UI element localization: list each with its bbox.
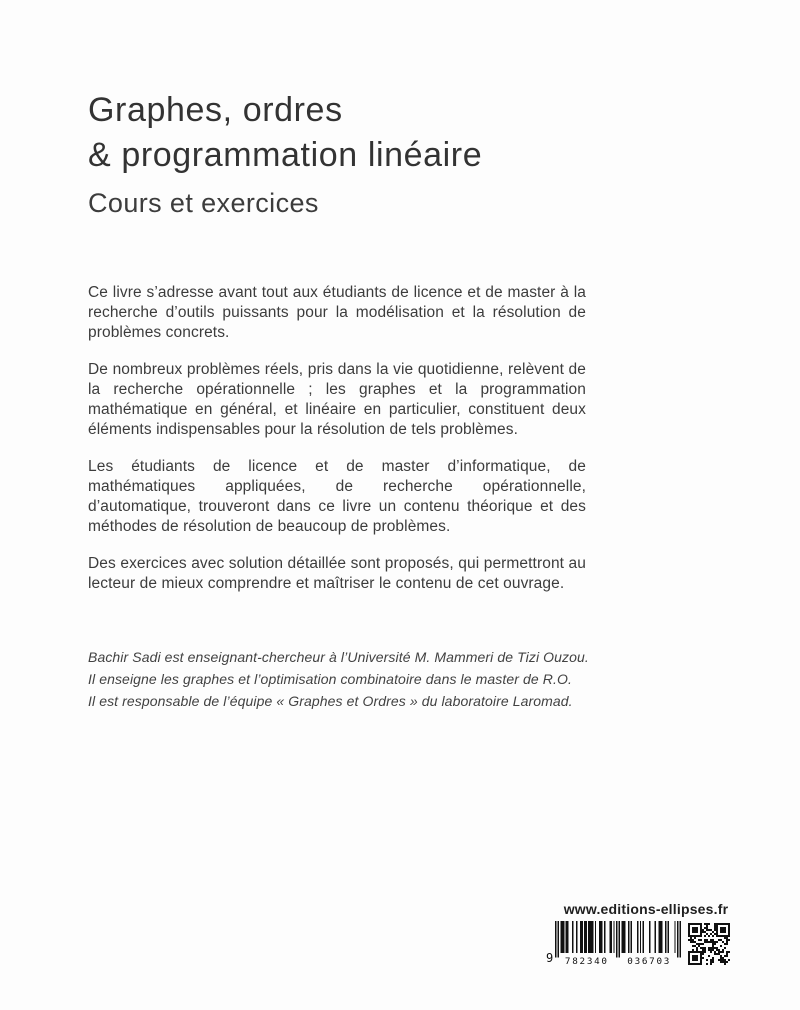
- book-subtitle: Cours et exercices: [88, 188, 319, 218]
- author-bio-line-1: Bachir Sadi est enseignant-chercheur à l’Université M. Mammeri de Tizi Ouzou.: [88, 649, 589, 665]
- barcode-left-group: 782340: [565, 957, 609, 965]
- author-bio-line-2: Il enseigne les graphes et l’optimisation combinatoire dans le master de R.O.: [88, 671, 572, 687]
- body-paragraph-4: Des exercices avec solution détaillée sont proposés, qui permettront au lecteur de mieux comprendre et maîtriser le contenu de cet ouvrage.: [88, 555, 586, 592]
- back-cover-text: [88, 283, 586, 611]
- body-paragraph-3: Les étudiants de licence et de master d’informatique, de mathématiques appliquées, de recherche opérationnelle, d’automatique, trouveront dans ce livre un contenu théorique et des méthodes de résolution de beaucoup de problèmes.: [88, 458, 586, 535]
- author-bio: [88, 646, 600, 712]
- publisher-website: www.editions-ellipses.fr: [563, 901, 729, 917]
- barcode-lead-digit: 9: [546, 951, 554, 965]
- barcode-icon: [555, 921, 681, 965]
- book-title-line1: Graphes, ordres: [88, 91, 343, 129]
- ean-barcode: [546, 921, 681, 965]
- qr-code-icon: [688, 923, 730, 965]
- body-paragraph-1: Ce livre s’adresse avant tout aux étudiants de licence et de master à la recherche d’outils puissants pour la modélisation et la résolution de problèmes concrets.: [88, 284, 586, 341]
- book-title-line2: & programmation linéaire: [88, 136, 483, 174]
- footer: [546, 901, 746, 965]
- body-paragraph-2: De nombreux problèmes réels, pris dans la vie quotidienne, relèvent de la recherche opérationnelle ; les graphes et la programmation mathématique en général, et linéaire en particulier, constituent deux éléments indispensables pour la résolution de tels problèmes.: [88, 361, 586, 438]
- title-block: [88, 88, 648, 220]
- author-bio-line-3: Il est responsable de l’équipe « Graphes et Ordres » du laboratoire Laromad.: [88, 693, 573, 709]
- barcode-right-group: 036703: [627, 957, 672, 965]
- code-row: [546, 921, 746, 965]
